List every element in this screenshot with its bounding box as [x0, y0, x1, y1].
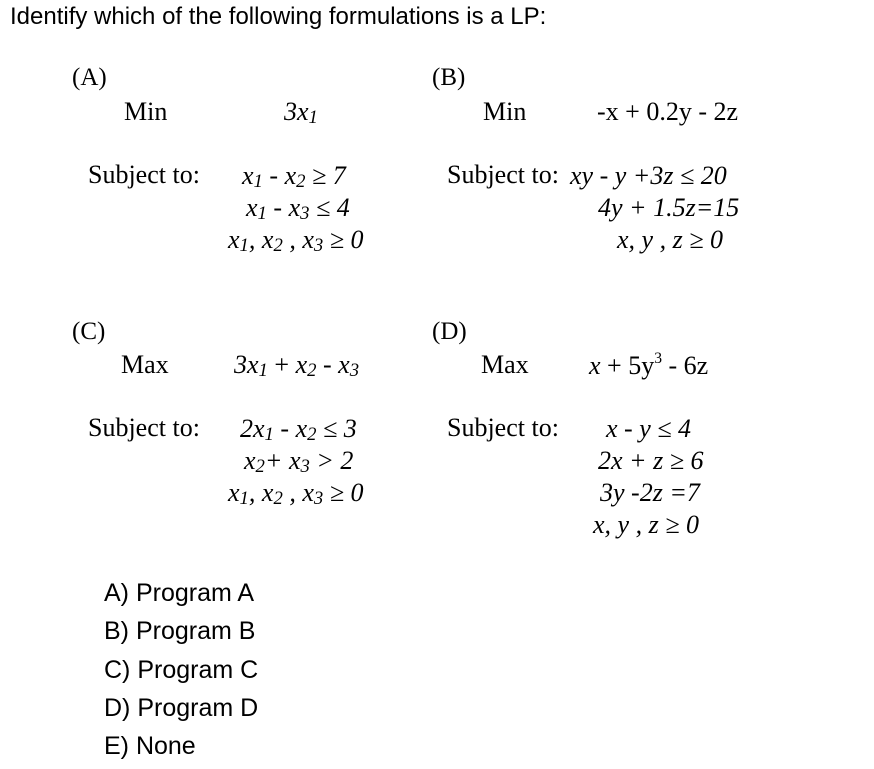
program-b-constraint-2: 4y + 1.5z=15: [598, 193, 740, 222]
program-a-objective: 3x1: [284, 97, 318, 128]
program-d-constraint-4: x, y , z ≥ 0: [593, 510, 699, 539]
choice-b[interactable]: B) Program B: [104, 617, 256, 645]
program-a-constraint-1: x1 - x2 ≥ 7: [242, 161, 346, 192]
program-c-constraint-2: x2+ x3 > 2: [244, 446, 354, 477]
choice-e[interactable]: E) None: [104, 732, 196, 760]
program-c-sense: Max: [121, 350, 169, 379]
program-b-objective: -x + 0.2y - 2z: [597, 97, 739, 126]
program-b-constraint-3: x, y , z ≥ 0: [617, 225, 723, 254]
question-text: Identify which of the following formulations is a LP:: [10, 3, 547, 30]
program-b-constraint-1: xy - y +3z ≤ 20: [570, 161, 727, 190]
program-d-sense: Max: [481, 350, 529, 379]
program-c-subject-to: Subject to:: [88, 413, 200, 442]
program-a-label: (A): [72, 64, 107, 91]
choice-d[interactable]: D) Program D: [104, 694, 259, 722]
choice-a[interactable]: A) Program A: [104, 579, 255, 607]
program-a-sense: Min: [124, 97, 168, 126]
program-c-objective: 3x1 + x2 - x3: [234, 350, 360, 381]
program-d-constraint-2: 2x + z ≥ 6: [598, 446, 704, 475]
program-a-constraint-2: x1 - x3 ≤ 4: [246, 193, 350, 224]
program-b-subject-to: Subject to:: [447, 160, 559, 189]
program-d-label: (D): [432, 318, 467, 345]
program-d-constraint-1: x - y ≤ 4: [606, 414, 692, 443]
program-d-objective: $x + 5y^3 - 6z$: [589, 350, 709, 380]
program-c-label: (C): [72, 318, 106, 345]
program-d-constraint-3: 3y -2z =7: [600, 478, 700, 507]
program-c-constraint-3: x1, x2 , x3 ≥ 0: [228, 478, 364, 509]
program-a-constraint-3: x1, x2 , x3 ≥ 0: [228, 225, 364, 256]
program-c-constraint-1: 2x1 - x2 ≤ 3: [240, 414, 357, 445]
program-b-label: (B): [432, 64, 466, 91]
program-d-subject-to: Subject to:: [447, 413, 559, 442]
program-b-sense: Min: [483, 97, 527, 126]
choice-c[interactable]: C) Program C: [104, 656, 259, 684]
program-a-subject-to: Subject to:: [88, 160, 200, 189]
